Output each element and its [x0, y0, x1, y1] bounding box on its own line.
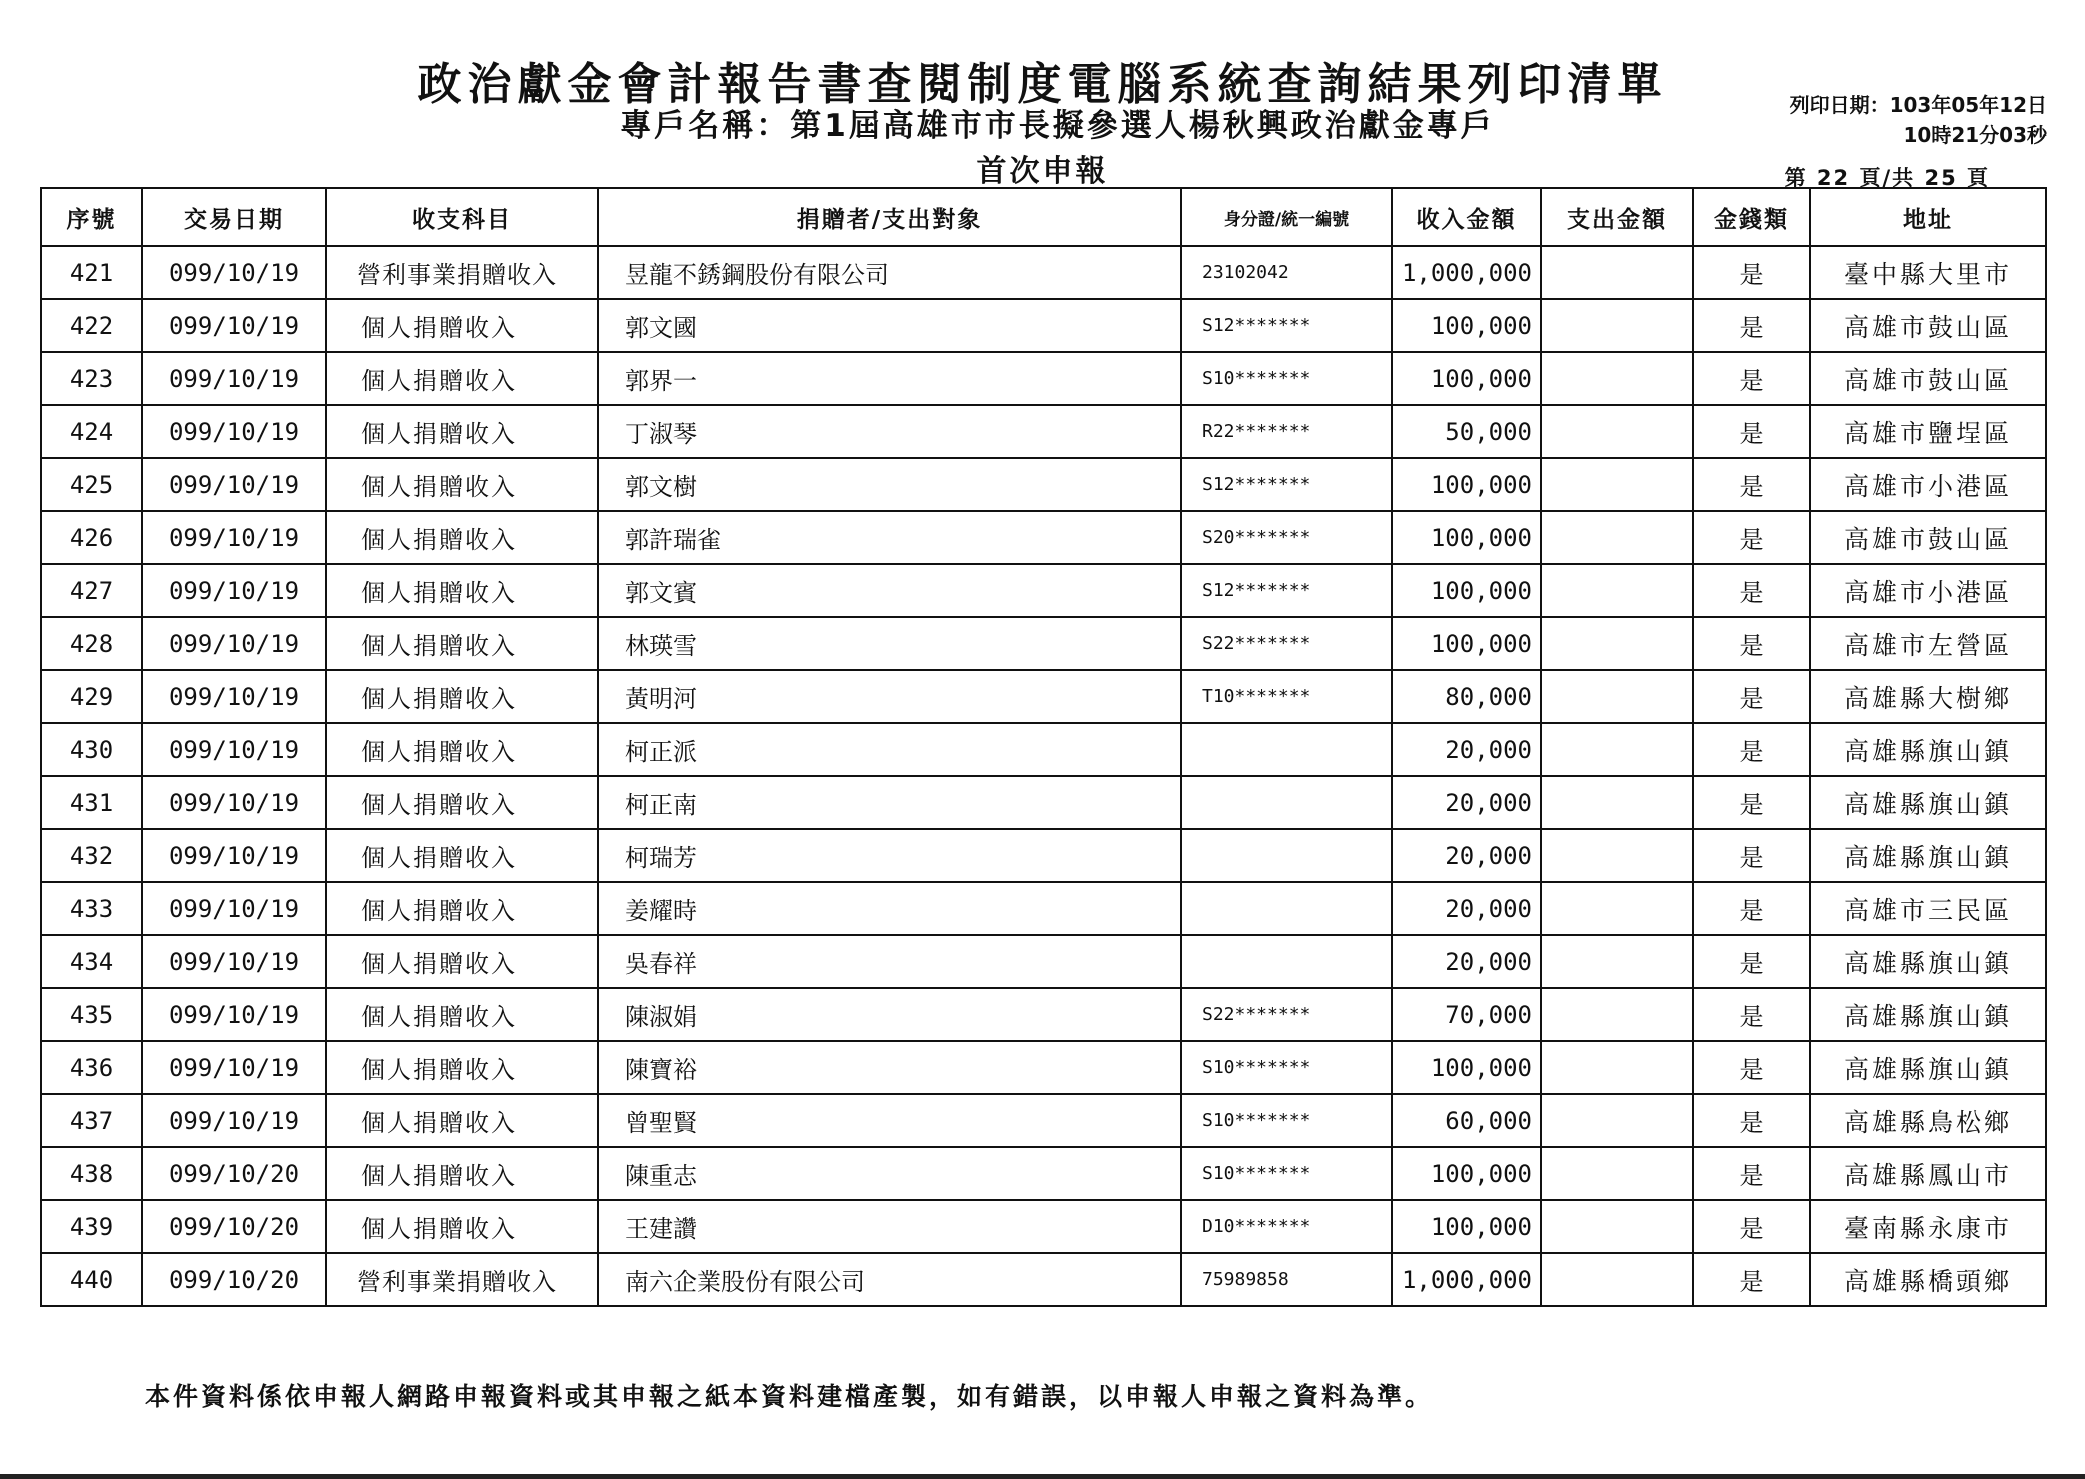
cell-address: 高雄市鼓山區 — [1810, 352, 2046, 405]
cell-expense — [1541, 1253, 1693, 1306]
print-info — [1790, 90, 2047, 150]
print-time: 10時21分03秒 — [1903, 123, 2047, 147]
cell-no: 433 — [41, 882, 142, 935]
cell-date: 099/10/19 — [142, 405, 326, 458]
cell-category: 個人捐贈收入 — [326, 935, 598, 988]
col-header-id: 身分證/統一編號 — [1181, 188, 1392, 246]
table-row — [41, 935, 2046, 988]
table-row — [41, 405, 2046, 458]
col-header-date: 交易日期 — [142, 188, 326, 246]
table-row — [41, 723, 2046, 776]
col-header-category: 收支科目 — [326, 188, 598, 246]
cell-no: 440 — [41, 1253, 142, 1306]
cell-expense — [1541, 352, 1693, 405]
cell-income: 100,000 — [1392, 564, 1541, 617]
col-header-income: 收入金額 — [1392, 188, 1541, 246]
cell-address: 高雄市鼓山區 — [1810, 299, 2046, 352]
cell-id: S12******* — [1181, 458, 1392, 511]
cell-date: 099/10/19 — [142, 776, 326, 829]
cell-income: 100,000 — [1392, 1200, 1541, 1253]
cell-expense — [1541, 1094, 1693, 1147]
cell-id: D10******* — [1181, 1200, 1392, 1253]
cell-date: 099/10/19 — [142, 670, 326, 723]
cell-income: 100,000 — [1392, 1147, 1541, 1200]
table-row — [41, 670, 2046, 723]
cell-cash: 是 — [1693, 564, 1810, 617]
cell-id — [1181, 935, 1392, 988]
cell-donor: 林瑛雪 — [598, 617, 1181, 670]
cell-no: 438 — [41, 1147, 142, 1200]
cell-cash: 是 — [1693, 246, 1810, 299]
cell-no: 427 — [41, 564, 142, 617]
cell-no: 434 — [41, 935, 142, 988]
cell-date: 099/10/19 — [142, 511, 326, 564]
col-header-no: 序號 — [41, 188, 142, 246]
cell-donor: 郭許瑞雀 — [598, 511, 1181, 564]
cell-category: 個人捐贈收入 — [326, 1200, 598, 1253]
cell-income: 20,000 — [1392, 935, 1541, 988]
cell-address: 高雄縣旗山鎮 — [1810, 723, 2046, 776]
cell-expense — [1541, 882, 1693, 935]
cell-date: 099/10/20 — [142, 1253, 326, 1306]
cell-date: 099/10/19 — [142, 882, 326, 935]
cell-address: 高雄縣旗山鎮 — [1810, 935, 2046, 988]
cell-donor: 丁淑琴 — [598, 405, 1181, 458]
cell-expense — [1541, 829, 1693, 882]
cell-address: 高雄縣大樹鄉 — [1810, 670, 2046, 723]
cell-no: 421 — [41, 246, 142, 299]
cell-no: 426 — [41, 511, 142, 564]
cell-income: 80,000 — [1392, 670, 1541, 723]
cell-id: R22******* — [1181, 405, 1392, 458]
cell-category: 個人捐贈收入 — [326, 829, 598, 882]
cell-income: 70,000 — [1392, 988, 1541, 1041]
table-row — [41, 458, 2046, 511]
cell-address: 高雄市鹽埕區 — [1810, 405, 2046, 458]
cell-cash: 是 — [1693, 1147, 1810, 1200]
table-header-row — [41, 188, 2046, 246]
cell-no: 435 — [41, 988, 142, 1041]
cell-id: 23102042 — [1181, 246, 1392, 299]
cell-expense — [1541, 617, 1693, 670]
cell-no: 424 — [41, 405, 142, 458]
cell-id: S10******* — [1181, 352, 1392, 405]
cell-expense — [1541, 723, 1693, 776]
cell-donor: 陳寶裕 — [598, 1041, 1181, 1094]
cell-income: 50,000 — [1392, 405, 1541, 458]
cell-donor: 柯正南 — [598, 776, 1181, 829]
cell-income: 20,000 — [1392, 723, 1541, 776]
cell-cash: 是 — [1693, 988, 1810, 1041]
cell-date: 099/10/19 — [142, 1094, 326, 1147]
cell-id: S22******* — [1181, 988, 1392, 1041]
cell-category: 個人捐贈收入 — [326, 352, 598, 405]
cell-date: 099/10/20 — [142, 1147, 326, 1200]
cell-expense — [1541, 1147, 1693, 1200]
cell-address: 高雄市三民區 — [1810, 882, 2046, 935]
cell-expense — [1541, 405, 1693, 458]
report-type: 首次申報 — [976, 154, 1109, 189]
cell-category: 個人捐贈收入 — [326, 405, 598, 458]
account-name: 專戶名稱：第1屆高雄市市長擬參選人楊秋興政治獻金專戶 — [620, 108, 1495, 144]
cell-donor: 吳春祥 — [598, 935, 1181, 988]
table-row — [41, 988, 2046, 1041]
cell-income: 100,000 — [1392, 1041, 1541, 1094]
cell-expense — [1541, 458, 1693, 511]
table-row — [41, 617, 2046, 670]
bottom-divider — [0, 1474, 2085, 1479]
cell-cash: 是 — [1693, 1253, 1810, 1306]
cell-income: 20,000 — [1392, 829, 1541, 882]
cell-address: 高雄縣橋頭鄉 — [1810, 1253, 2046, 1306]
cell-no: 428 — [41, 617, 142, 670]
cell-category: 個人捐贈收入 — [326, 670, 598, 723]
cell-donor: 郭文樹 — [598, 458, 1181, 511]
cell-donor: 陳淑娟 — [598, 988, 1181, 1041]
table-row — [41, 352, 2046, 405]
cell-expense — [1541, 1041, 1693, 1094]
cell-donor: 曾聖賢 — [598, 1094, 1181, 1147]
cell-id: S12******* — [1181, 564, 1392, 617]
cell-income: 60,000 — [1392, 1094, 1541, 1147]
table-row — [41, 829, 2046, 882]
cell-address: 高雄縣鳥松鄉 — [1810, 1094, 2046, 1147]
cell-category: 個人捐贈收入 — [326, 511, 598, 564]
cell-category: 個人捐贈收入 — [326, 723, 598, 776]
cell-cash: 是 — [1693, 617, 1810, 670]
cell-cash: 是 — [1693, 723, 1810, 776]
cell-category: 營利事業捐贈收入 — [326, 1253, 598, 1306]
cell-category: 個人捐贈收入 — [326, 458, 598, 511]
cell-address: 高雄縣旗山鎮 — [1810, 988, 2046, 1041]
cell-cash: 是 — [1693, 829, 1810, 882]
cell-donor: 王建讚 — [598, 1200, 1181, 1253]
cell-category: 個人捐贈收入 — [326, 882, 598, 935]
cell-income: 100,000 — [1392, 617, 1541, 670]
cell-category: 個人捐贈收入 — [326, 1147, 598, 1200]
cell-id: T10******* — [1181, 670, 1392, 723]
cell-expense — [1541, 776, 1693, 829]
cell-cash: 是 — [1693, 670, 1810, 723]
cell-no: 425 — [41, 458, 142, 511]
cell-address: 高雄市小港區 — [1810, 458, 2046, 511]
cell-no: 436 — [41, 1041, 142, 1094]
cell-expense — [1541, 988, 1693, 1041]
donation-table — [40, 187, 2047, 1307]
cell-id — [1181, 882, 1392, 935]
cell-donor: 郭界一 — [598, 352, 1181, 405]
cell-date: 099/10/19 — [142, 617, 326, 670]
cell-address: 高雄市鼓山區 — [1810, 511, 2046, 564]
cell-id: 75989858 — [1181, 1253, 1392, 1306]
cell-date: 099/10/19 — [142, 723, 326, 776]
cell-cash: 是 — [1693, 458, 1810, 511]
col-header-expense: 支出金額 — [1541, 188, 1693, 246]
cell-donor: 柯瑞芳 — [598, 829, 1181, 882]
cell-cash: 是 — [1693, 935, 1810, 988]
cell-income: 1,000,000 — [1392, 246, 1541, 299]
cell-category: 個人捐贈收入 — [326, 776, 598, 829]
cell-expense — [1541, 670, 1693, 723]
cell-cash: 是 — [1693, 776, 1810, 829]
cell-id — [1181, 829, 1392, 882]
table-row — [41, 299, 2046, 352]
cell-cash: 是 — [1693, 1041, 1810, 1094]
cell-income: 100,000 — [1392, 458, 1541, 511]
table-body — [41, 246, 2046, 1306]
cell-category: 個人捐贈收入 — [326, 1041, 598, 1094]
cell-id — [1181, 776, 1392, 829]
cell-date: 099/10/19 — [142, 564, 326, 617]
cell-date: 099/10/19 — [142, 458, 326, 511]
cell-category: 個人捐贈收入 — [326, 988, 598, 1041]
cell-id: S12******* — [1181, 299, 1392, 352]
cell-category: 營利事業捐贈收入 — [326, 246, 598, 299]
cell-no: 432 — [41, 829, 142, 882]
cell-no: 431 — [41, 776, 142, 829]
cell-expense — [1541, 1200, 1693, 1253]
report-title: 政治獻金會計報告書查閱制度電腦系統查詢結果列印清單 — [417, 59, 1668, 110]
cell-expense — [1541, 564, 1693, 617]
cell-category: 個人捐贈收入 — [326, 617, 598, 670]
cell-cash: 是 — [1693, 299, 1810, 352]
footer-note: 本件資料係依申報人網路申報資料或其申報之紙本資料建檔產製，如有錯誤，以申報人申報之資料為準。 — [145, 1382, 1434, 1411]
cell-date: 099/10/19 — [142, 246, 326, 299]
cell-donor: 郭文國 — [598, 299, 1181, 352]
cell-income: 100,000 — [1392, 511, 1541, 564]
cell-date: 099/10/19 — [142, 352, 326, 405]
cell-cash: 是 — [1693, 352, 1810, 405]
col-header-address: 地址 — [1810, 188, 2046, 246]
table-row — [41, 1094, 2046, 1147]
cell-id: S10******* — [1181, 1094, 1392, 1147]
table-row — [41, 1200, 2046, 1253]
cell-income: 20,000 — [1392, 882, 1541, 935]
cell-id — [1181, 723, 1392, 776]
cell-income: 100,000 — [1392, 299, 1541, 352]
cell-cash: 是 — [1693, 1200, 1810, 1253]
cell-category: 個人捐贈收入 — [326, 564, 598, 617]
cell-income: 20,000 — [1392, 776, 1541, 829]
table-row — [41, 776, 2046, 829]
cell-date: 099/10/19 — [142, 299, 326, 352]
print-date: 列印日期：103年05年12日 — [1789, 93, 2047, 117]
table-row — [41, 246, 2046, 299]
cell-no: 430 — [41, 723, 142, 776]
cell-date: 099/10/20 — [142, 1200, 326, 1253]
cell-no: 439 — [41, 1200, 142, 1253]
cell-address: 高雄縣鳳山市 — [1810, 1147, 2046, 1200]
cell-address: 高雄縣旗山鎮 — [1810, 829, 2046, 882]
cell-address: 高雄縣旗山鎮 — [1810, 1041, 2046, 1094]
cell-no: 423 — [41, 352, 142, 405]
cell-expense — [1541, 511, 1693, 564]
table-row — [41, 511, 2046, 564]
cell-donor: 郭文賓 — [598, 564, 1181, 617]
cell-address: 臺南縣永康市 — [1810, 1200, 2046, 1253]
cell-cash: 是 — [1693, 405, 1810, 458]
cell-address: 高雄市小港區 — [1810, 564, 2046, 617]
cell-expense — [1541, 246, 1693, 299]
table-row — [41, 882, 2046, 935]
cell-expense — [1541, 299, 1693, 352]
cell-id: S10******* — [1181, 1041, 1392, 1094]
cell-expense — [1541, 935, 1693, 988]
cell-cash: 是 — [1693, 882, 1810, 935]
cell-donor: 陳重志 — [598, 1147, 1181, 1200]
cell-id: S22******* — [1181, 617, 1392, 670]
cell-date: 099/10/19 — [142, 829, 326, 882]
cell-date: 099/10/19 — [142, 935, 326, 988]
cell-donor: 柯正派 — [598, 723, 1181, 776]
cell-no: 437 — [41, 1094, 142, 1147]
cell-category: 個人捐贈收入 — [326, 1094, 598, 1147]
cell-date: 099/10/19 — [142, 1041, 326, 1094]
table-row — [41, 1253, 2046, 1306]
page-info: 第 22 頁/共 25 頁 — [1784, 166, 1990, 190]
cell-id: S10******* — [1181, 1147, 1392, 1200]
cell-income: 1,000,000 — [1392, 1253, 1541, 1306]
cell-no: 422 — [41, 299, 142, 352]
cell-donor: 黃明河 — [598, 670, 1181, 723]
cell-category: 個人捐贈收入 — [326, 299, 598, 352]
cell-cash: 是 — [1693, 511, 1810, 564]
cell-no: 429 — [41, 670, 142, 723]
table-row — [41, 1147, 2046, 1200]
cell-address: 高雄市左營區 — [1810, 617, 2046, 670]
cell-cash: 是 — [1693, 1094, 1810, 1147]
cell-id: S20******* — [1181, 511, 1392, 564]
cell-donor: 昱龍不銹鋼股份有限公司 — [598, 246, 1181, 299]
table-row — [41, 1041, 2046, 1094]
cell-address: 臺中縣大里市 — [1810, 246, 2046, 299]
col-header-donor: 捐贈者/支出對象 — [598, 188, 1181, 246]
table-row — [41, 564, 2046, 617]
cell-date: 099/10/19 — [142, 988, 326, 1041]
cell-address: 高雄縣旗山鎮 — [1810, 776, 2046, 829]
cell-donor: 姜耀時 — [598, 882, 1181, 935]
col-header-cash: 金錢類 — [1693, 188, 1810, 246]
cell-donor: 南六企業股份有限公司 — [598, 1253, 1181, 1306]
cell-income: 100,000 — [1392, 352, 1541, 405]
